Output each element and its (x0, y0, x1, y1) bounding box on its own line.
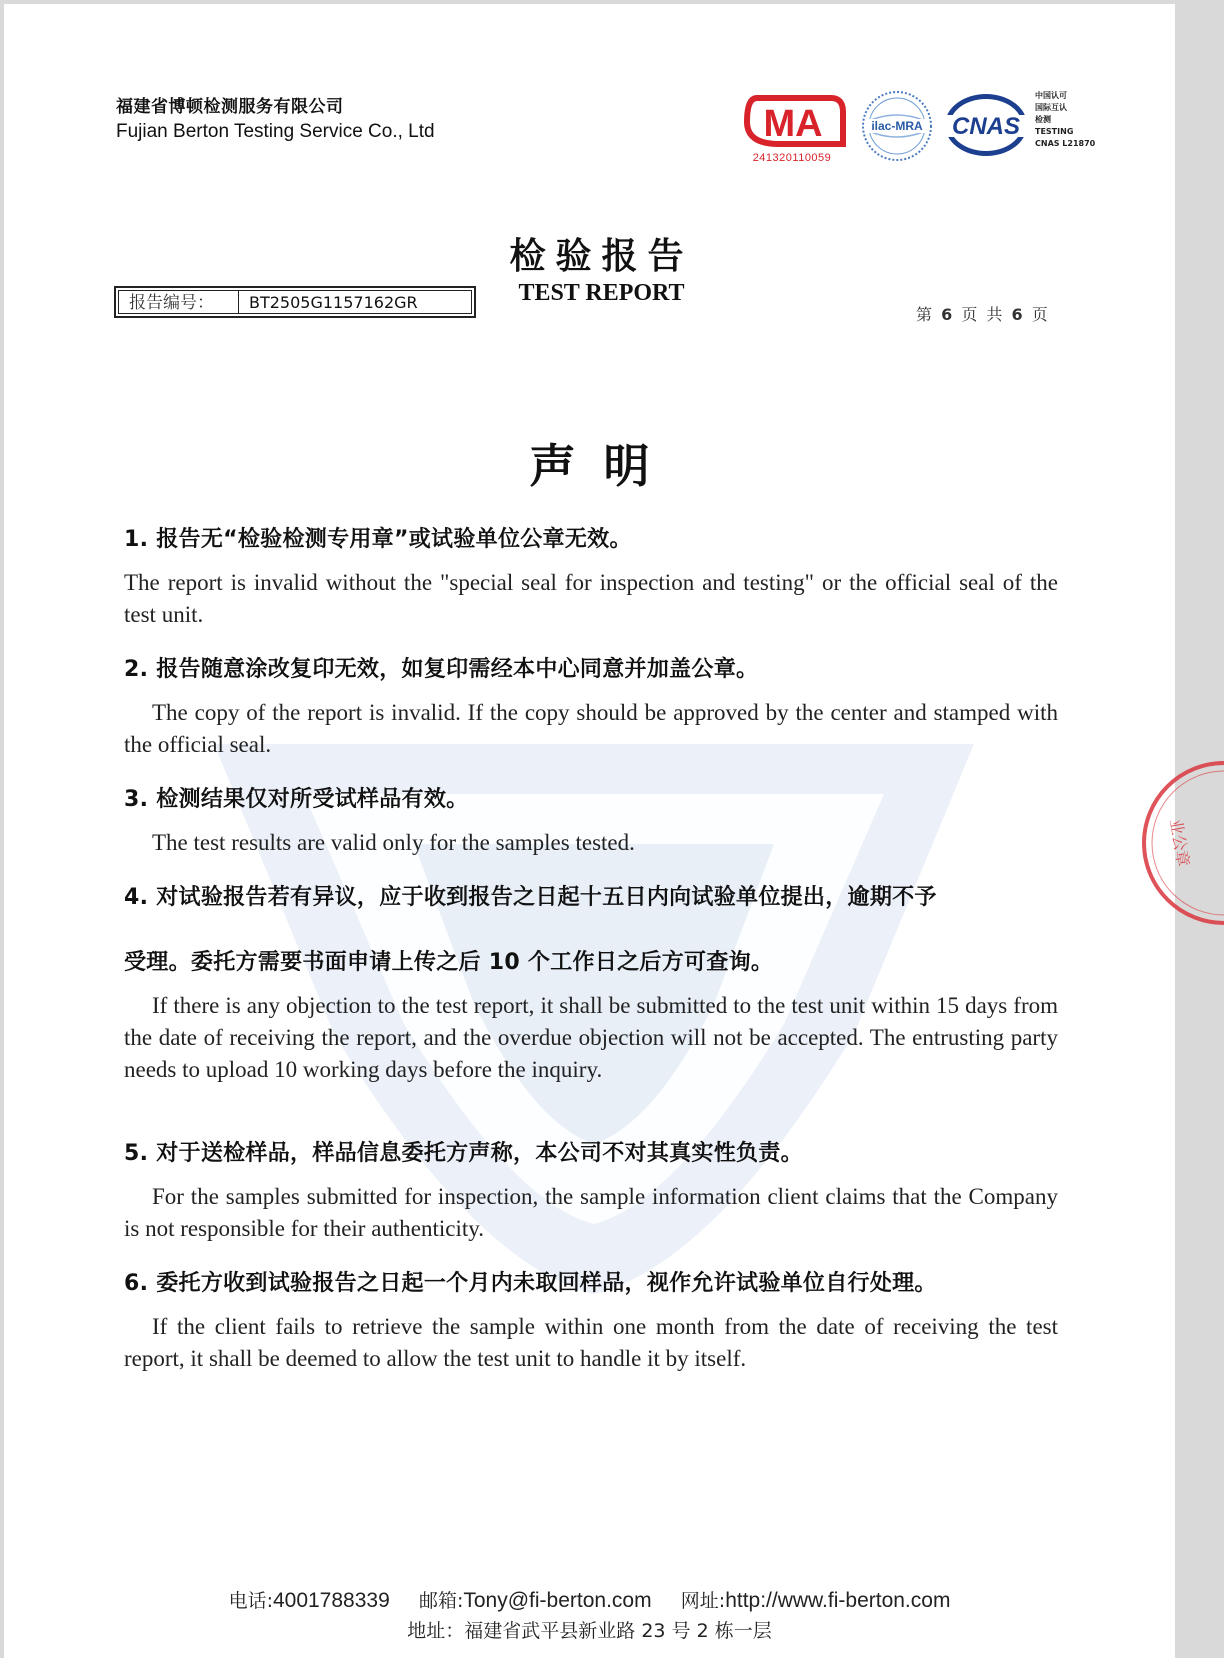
item-text-en: The test results are valid only for the samples tested. (152, 830, 635, 855)
item-text-cn: 4. 对试验报告若有异议，应于收到报告之日起十五日内向试验单位提出，逾期不予 (124, 885, 937, 910)
cnas-side-line: 检测 (1035, 115, 1051, 124)
item-text-cn: 2. 报告随意涂改复印无效，如复印需经本中心同意并加盖公章。 (124, 657, 759, 682)
phone-number: 4001788339 (272, 1589, 390, 1612)
cnas-side-line: CNAS L21870 (1035, 139, 1096, 148)
cnas-side-line: 中国认可 (1035, 91, 1067, 100)
cnas-side-line: TESTING (1035, 127, 1074, 136)
report-page (4, 4, 1194, 1658)
website-label: 网址: (680, 1590, 726, 1612)
report-title-en: TEST REPORT (518, 280, 685, 306)
item-text-en: The report is invalid without the "special seal for inspection and testing" or the official seal of the test unit. (124, 570, 1058, 627)
cma-logo-icon (739, 90, 845, 160)
seal-text: 业公章 (1166, 817, 1194, 868)
report-number-label: 报告编号： (119, 291, 239, 313)
page-total: 6 (1011, 305, 1025, 324)
email-address[interactable]: Tony@fi-berton.com (463, 1589, 652, 1612)
official-seal-icon (1134, 758, 1224, 928)
cnas-side-text (1035, 90, 1095, 150)
cnas-side-line: 国际互认 (1035, 103, 1067, 112)
cma-logo-text: MA (763, 103, 823, 145)
footer-contact (4, 1586, 1175, 1613)
item-text-en: For the samples submitted for inspection, the sample information client claims that the Company is not responsible for their authenticity. (124, 1184, 1058, 1241)
page-current: 6 (941, 305, 955, 324)
phone-label: 电话: (228, 1590, 273, 1612)
item-text-cn: 5. 对于送检样品，样品信息委托方声称，本公司不对其真实性负责。 (124, 1141, 803, 1166)
item-text-cn: 1. 报告无“检验检测专用章”或试验单位公章无效。 (124, 527, 632, 552)
declaration-item-5 (124, 1136, 1058, 1245)
item-text-cn-continued: 受理。委托方需要书面申请上传之后 10 个工作日之后方可查询。 (124, 950, 774, 975)
report-number-value: BT2505G1157162GR (249, 293, 418, 312)
ilac-logo-text: ilac-MRA (871, 119, 923, 133)
declaration-item-1 (124, 522, 1058, 631)
item-text-en: The copy of the report is invalid. If the copy should be approved by the center and stamped with the official seal. (124, 700, 1058, 757)
item-text-cn: 3. 检测结果仅对所受试样品有效。 (124, 787, 469, 812)
item-text-en: If the client fails to retrieve the sample within one month from the date of receiving the test report, it shall be deemed to allow the test unit to handle it by itself. (124, 1314, 1058, 1371)
footer-address: 地址：福建省武平县新业路 23 号 2 栋一层 (407, 1620, 772, 1642)
certification-logos (739, 84, 1119, 174)
company-name-cn: 福建省博顿检测服务有限公司 (116, 97, 344, 117)
website-link[interactable]: http://www.fi-berton.com (725, 1589, 951, 1612)
ilac-mra-logo-icon (861, 90, 933, 162)
page-number: 第 6 页 共 6 页 (916, 305, 1050, 324)
declaration-item-3 (124, 782, 1058, 859)
declaration-title: 声明 (529, 439, 678, 493)
cma-number: 241320110059 (752, 152, 832, 164)
declaration-item-4 (124, 880, 1058, 1086)
declaration-item-2 (124, 652, 1058, 761)
item-text-cn: 6. 委托方收到试验报告之日起一个月内未取回样品，视作允许试验单位自行处理。 (124, 1271, 937, 1296)
report-title-cn: 检验报告 (509, 236, 694, 277)
cnas-logo-icon (943, 92, 1029, 158)
item-text-en: If there is any objection to the test report, it shall be submitted to the test unit within 15 days from the date of receiving the report, and the overdue objection will not be accepted. The entrusting party needs to upload 10 working days before the inquiry. (124, 993, 1058, 1082)
declaration-item-6 (124, 1266, 1058, 1375)
email-label: 邮箱: (418, 1590, 464, 1612)
company-header (116, 92, 435, 143)
company-name-en: Fujian Berton Testing Service Co., Ltd (116, 121, 435, 142)
report-number-box (114, 286, 476, 318)
cnas-logo-text: CNAS (951, 113, 1021, 140)
